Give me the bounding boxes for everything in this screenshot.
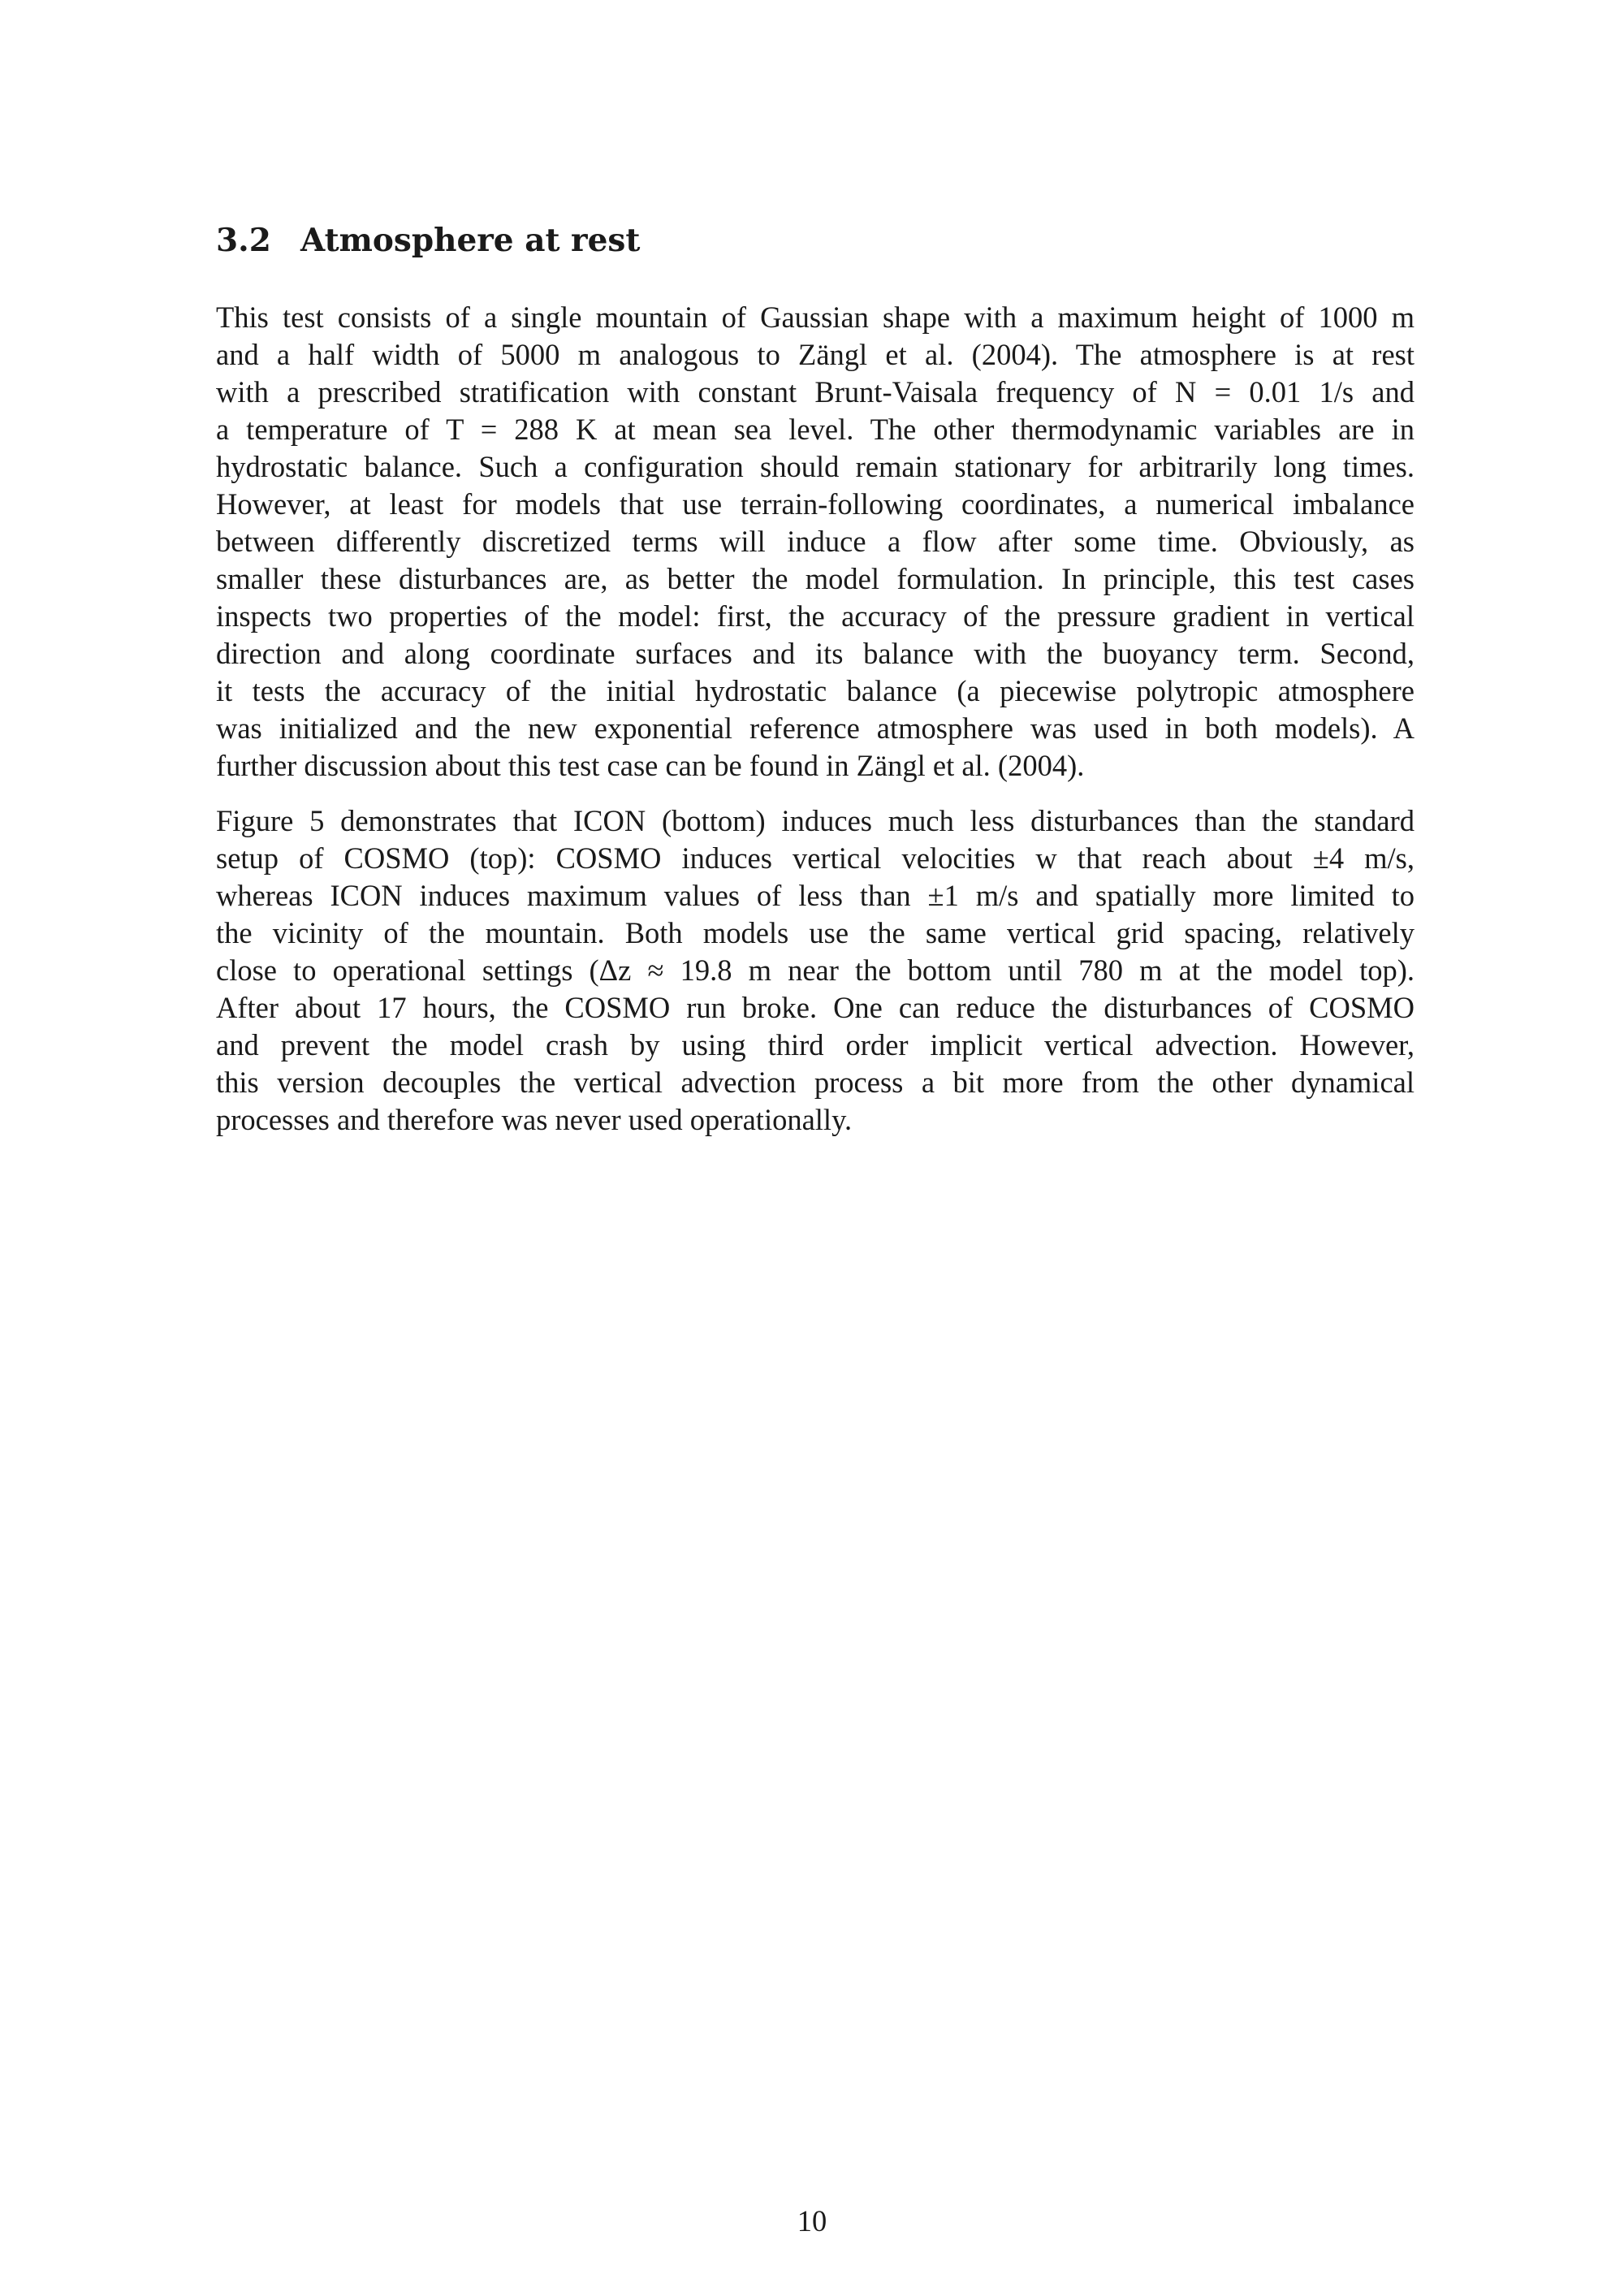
text-line: a temperature of T = 288 K at mean sea level. The other thermodynamic variables are in: [216, 413, 1415, 446]
text-line: smaller these disturbances are, as better the model formulation. In principle, this test cases: [216, 562, 1415, 595]
text-line: Figure 5 demonstrates that ICON (bottom) induces much less disturbances than the standard: [216, 804, 1415, 837]
text-line: with a prescribed stratification with constant Brunt-Vaisala frequency of N = 0.01 1/s and: [216, 375, 1415, 409]
paragraph-atmosphere-test-description: [216, 299, 1415, 785]
text-line: direction and along coordinate surfaces and its balance with the buoyancy term. Second,: [216, 637, 1415, 670]
text-line: the vicinity of the mountain. Both models use the same vertical grid spacing, relatively: [216, 916, 1415, 949]
text-line: this version decouples the vertical advection process a bit more from the other dynamical: [216, 1066, 1415, 1099]
text-line: and a half width of 5000 m analogous to Zängl et al. (2004). The atmosphere is at rest: [216, 338, 1415, 371]
paragraph-figure5-discussion: [216, 802, 1415, 1139]
text-line: hydrostatic balance. Such a configuration should remain stationary for arbitrarily long times.: [216, 450, 1415, 483]
section-number: 3.2: [216, 222, 271, 259]
text-line: and prevent the model crash by using third order implicit vertical advection. However,: [216, 1028, 1415, 1062]
page-number: 10: [797, 2204, 827, 2238]
section-title: Atmosphere at rest: [300, 222, 641, 259]
text-line: However, at least for models that use terrain-following coordinates, a numerical imbalance: [216, 487, 1415, 521]
text-line: processes and therefore was never used operationally.: [216, 1103, 853, 1136]
text-line: whereas ICON induces maximum values of less than ±1 m/s and spatially more limited to: [216, 879, 1415, 912]
section-heading: [216, 221, 640, 260]
text-line: inspects two properties of the model: first, the accuracy of the pressure gradient in vertical: [216, 599, 1415, 633]
text-line: was initialized and the new exponential reference atmosphere was used in both models). A: [216, 711, 1415, 745]
text-line: After about 17 hours, the COSMO run broke. One can reduce the disturbances of COSMO: [216, 991, 1415, 1024]
text-line: between differently discretized terms will induce a flow after some time. Obviously, as: [216, 525, 1415, 558]
text-line: further discussion about this test case can be found in Zängl et al. (2004).: [216, 749, 1085, 782]
text-line: This test consists of a single mountain of Gaussian shape with a maximum height of 1000 m: [216, 301, 1415, 334]
text-line: close to operational settings (Δz ≈ 19.8 m near the bottom until 780 m at the model top).: [216, 953, 1415, 987]
text-line: it tests the accuracy of the initial hydrostatic balance (a piecewise polytropic atmosphere: [216, 674, 1415, 707]
text-line: setup of COSMO (top): COSMO induces vertical velocities w that reach about ±4 m/s,: [216, 841, 1415, 875]
